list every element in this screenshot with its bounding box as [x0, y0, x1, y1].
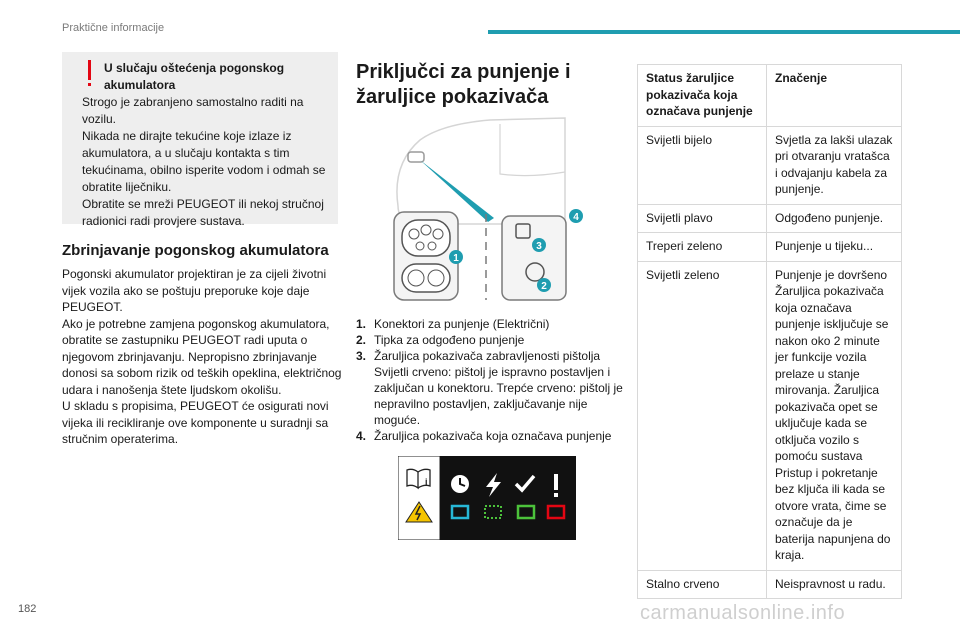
list-item: 1. Konektori za punjenje (Električni): [356, 317, 550, 331]
table-row: Treperi zeleno Punjenje u tijeku...: [638, 233, 902, 262]
charging-status-table: [637, 64, 902, 599]
disposal-paragraph: U skladu s propisima, PEUGEOT će osigurati novi vijeka ili recikliranje ove komponente u suradnji sa stručnim operaterima.: [62, 399, 329, 446]
table-header-row: [638, 65, 902, 127]
table-row: Svijetli bijelo Svjetla za lakši ulazak pri otvaranju vratašca i odvajanju kabela za punjenje.: [638, 126, 902, 204]
warning-title: U slučaju oštećenja pogonskog akumulatora: [104, 61, 285, 92]
clock-icon: [451, 475, 469, 493]
warning-exclamation-icon: [88, 60, 91, 80]
table-row: Stalno crveno Neispravnost u radu.: [638, 570, 902, 599]
disposal-paragraph: Ako je potrebne zamjena pogonskog akumulatora, obratite se zastupniku PEUGEOT radi uputa o njegovom zbrinjavanju. Nepropisno zbrinjavanje donosi sa sobom rizik od teških opeklina, električnog udara i nanošenja štete ljudskom okolišu.: [62, 316, 342, 397]
warning-line: Nikada ne dirajte tekućine koje izlaze iz akumulatora, a u slučaju kontakta s tim tekućinama, obilno isperite vodom i odmah se obratite liječniku.: [82, 129, 326, 194]
connector-legend-list: [356, 316, 626, 444]
list-item: 4. Žaruljica pokazivača koja označava punjenje: [356, 429, 612, 443]
callout-1: 1: [453, 253, 459, 264]
list-item: 3. Žaruljica pokazivača zabravljenosti pištolja Svijetli crveno: pištolj je ispravno postavljen i zaključan u konektoru. Trepće crveno: pištolj je nepravilno postavljen, zaključavanje nije moguće.: [356, 349, 623, 427]
table-header-cell: Značenje: [767, 65, 902, 127]
disposal-text: [62, 266, 342, 448]
charging-port-illustration: [380, 114, 590, 304]
charging-flap-icon: [408, 152, 424, 162]
charging-indicator-panel: [398, 456, 576, 540]
callout-2: 2: [541, 281, 547, 292]
watermark: carmanualsonline.info: [640, 602, 846, 624]
warning-box: [62, 52, 338, 228]
page-number: 182: [18, 603, 37, 615]
section-header: Praktične informacije: [62, 22, 165, 34]
table-header-cell: Status žaruljice pokazivača koja označava punjenje: [638, 65, 767, 127]
disposal-heading: Zbrinjavanje pogonskog akumulatora: [62, 242, 329, 259]
disposal-paragraph: Pogonski akumulator projektiran je za cijeli životni vijek vozila ako se poštuju preporuke koje daje PEUGEOT.: [62, 267, 327, 314]
connectors-title: Priključci za punjenje i žaruljice pokazivača: [356, 61, 571, 108]
charging-control-panel-icon: [502, 216, 566, 300]
header-accent-bar: [488, 30, 960, 34]
table-row: Svijetli zeleno Punjenje je dovršeno Žaruljica pokazivača koja označava punjenje isključuje se nakon oko 2 minute jer funkcije vozila prelaze u stanje mirovanja. Žaruljica pokazivača opet se uključuje kada se otključa vozilo s pomoću sustava Pristup i pokretanje bez ključa ili kada se otvore vrata, čime se označuje da je baterija napunjena do kraja.: [638, 261, 902, 570]
list-item: 2. Tipka za odgođeno punjenje: [356, 333, 525, 347]
warning-line: Strogo je zabranjeno samostalno raditi na vozilu.: [82, 95, 304, 126]
warning-line: Obratite se mreži PEUGEOT ili nekoj stručnoj radionici radi provjere sustava.: [82, 197, 324, 228]
exclamation-icon: [554, 474, 558, 497]
callout-4: 4: [573, 212, 579, 223]
svg-text:i: i: [425, 477, 428, 487]
callout-3: 3: [536, 241, 542, 252]
table-row: Svijetli plavo Odgođeno punjenje.: [638, 204, 902, 233]
